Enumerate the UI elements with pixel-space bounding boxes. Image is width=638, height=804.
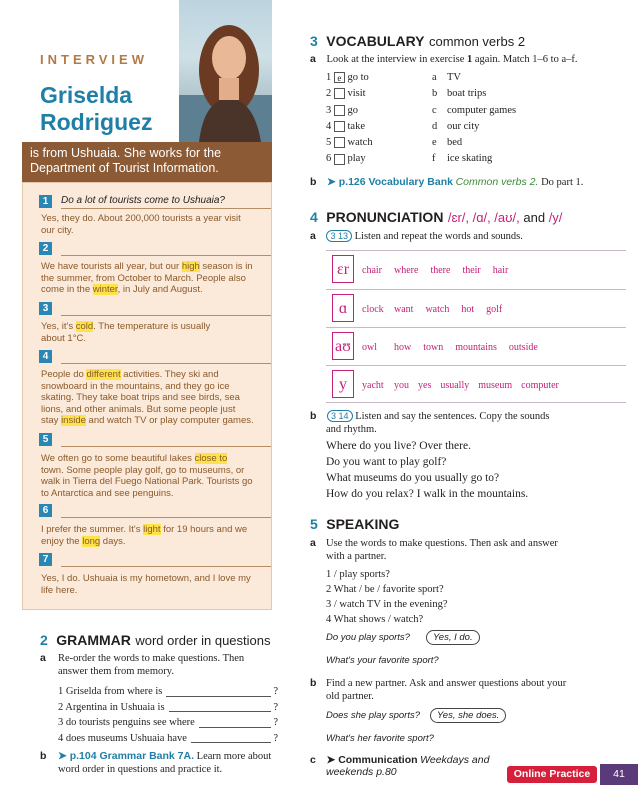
- grammar-items: 1 Griselda from where is ? 2 Argentina in Ushuaia is ? 3 do tourists penguins see where ? 4 does museums Ushuaia have ?: [58, 686, 278, 744]
- vocab-right-list: a TV b boat trips c computer games d our city e bed f ice skating: [432, 72, 517, 165]
- audio-track-button[interactable]: 3 13: [326, 230, 352, 242]
- audio-track-button[interactable]: 3 14: [327, 410, 353, 422]
- question-number: 2: [39, 242, 52, 255]
- interview-label: INTERVIEW: [40, 52, 148, 67]
- interview-header: [22, 0, 272, 142]
- sentence: What museums do you usually go to?: [326, 472, 500, 484]
- question-text: Do a lot of tourists come to Ushuaia?: [61, 195, 225, 206]
- answer-4: People do different activities. They ski and snowboard in the mountains, and they go ice skating. They take boat trips and see birds, sea lions, and other animals. But some people just stay inside and watch TV or play computer games.: [41, 369, 254, 426]
- question-line: [61, 255, 271, 256]
- answer-3: Yes, it's cold. The temperature is usually about 1°C.: [41, 321, 211, 344]
- question-number: 6: [39, 504, 52, 517]
- answer-6: I prefer the summer. It's light for 19 hours and we enjoy the long days.: [41, 524, 248, 547]
- question-number: 7: [39, 553, 52, 566]
- question-line: [61, 517, 271, 518]
- speaking-a: a Use the words to make questions. Then ask and answer with a partner.: [310, 537, 558, 562]
- speech-bubble: Do you play sports?: [326, 632, 410, 643]
- question-line: [61, 315, 271, 316]
- vocabulary-heading: 3 VOCABULARY common verbs 2: [310, 33, 526, 49]
- grammar-b: b ➤ p.104 Grammar Bank 7A. Learn more about word order in questions and practice it.: [40, 750, 272, 775]
- communication-link[interactable]: ➤ Communication: [326, 754, 418, 766]
- grammar-bank-link[interactable]: ➤ p.104 Grammar Bank 7A.: [58, 750, 195, 762]
- answer-box[interactable]: [334, 121, 345, 132]
- interview-qa: [22, 182, 272, 610]
- speaking-c: c ➤ Communication Weekdays and weekends p.80: [310, 754, 490, 778]
- question-line: [61, 446, 271, 447]
- sound-row: [326, 250, 626, 288]
- sound-row: [326, 327, 626, 365]
- interview-intro: is from Ushuaia. She works for the Department of Tourist Information.: [22, 142, 272, 182]
- question-number: 5: [39, 433, 52, 446]
- pronunciation-b: b 3 14 Listen and say the sentences. Copy the sounds and rhythm.: [310, 410, 550, 435]
- pronunciation-a: a 3 13 Listen and repeat the words and sounds.: [310, 230, 523, 242]
- vocabulary-b: b ➤ p.126 Vocabulary Bank Common verbs 2. Do part 1.: [310, 176, 584, 188]
- key-word: owl: [362, 342, 377, 353]
- question-number: 3: [39, 302, 52, 315]
- question-number: 4: [39, 350, 52, 363]
- vocabulary-bank-link[interactable]: ➤ p.126 Vocabulary Bank: [327, 176, 453, 188]
- name-first: Griselda: [40, 82, 133, 108]
- sound-symbol: ɛr: [332, 255, 354, 283]
- speech-bubble: Yes, she does.: [430, 708, 506, 723]
- speech-bubble: Does she play sports?: [326, 710, 420, 721]
- vocab-left-list: 1 e go to 2 visit 3 go 4 take 5 watch 6 play: [326, 72, 373, 165]
- answer-1: Yes, they do. About 200,000 tourists a year visit our city.: [41, 213, 241, 236]
- key-word: chair: [362, 265, 382, 276]
- speech-bubble: What's your favorite sport?: [326, 655, 439, 666]
- grammar-a: a Re-order the words to make questions. Then answer them from memory.: [40, 652, 245, 677]
- key-word: yacht: [362, 380, 384, 391]
- answer-7: Yes, I do. Ushuaia is my hometown, and I love my life here.: [41, 573, 251, 596]
- sound-row: [326, 365, 626, 403]
- speech-bubble: What's her favorite sport?: [326, 733, 434, 744]
- sentence: Where do you live? Over there.: [326, 440, 471, 452]
- question-line: [61, 566, 271, 567]
- answer-box[interactable]: [334, 137, 345, 148]
- sound-symbol: ɑ: [332, 294, 354, 322]
- question-number: 1: [39, 195, 52, 208]
- sound-symbol: aʊ: [332, 332, 354, 360]
- name-last: Rodriguez: [40, 109, 153, 135]
- question-line: [61, 363, 271, 364]
- answer-box[interactable]: e: [334, 72, 345, 83]
- answer-5: We often go to some beautiful lakes close to town. Some people play golf, go to museums, or walk in Tierra del Fuego National Park. Tourists go to Antarctica and see penguins.: [41, 453, 253, 499]
- speaking-items: 1 / play sports? 2 What / be / favorite sport? 3 / watch TV in the evening? 4 What shows / watch?: [326, 569, 448, 625]
- portrait-photo: [179, 0, 272, 142]
- answer-box[interactable]: [334, 154, 345, 165]
- sound-symbol: y: [332, 370, 354, 398]
- interviewee-name: [40, 82, 152, 136]
- example-words: where there their hair: [394, 265, 509, 276]
- answer-box[interactable]: [334, 105, 345, 116]
- sound-row: [326, 289, 626, 327]
- sentence: Do you want to play golf?: [326, 456, 447, 468]
- grammar-heading: 2 GRAMMAR word order in questions: [40, 632, 271, 648]
- interview-panel: [22, 0, 272, 610]
- pronunciation-heading: 4 PRONUNCIATION /ɛr/, /ɑ/, /aʊ/, and /y/: [310, 209, 563, 225]
- page-number: 41: [600, 764, 638, 785]
- answer-2: We have tourists all year, but our high season is in the summer, from October to March. People also come in the winter, in July and August.: [41, 261, 253, 295]
- portrait-illustration: [179, 0, 272, 142]
- example-words: you yes usually museum computer: [394, 380, 559, 391]
- example-words: want watch hot golf: [394, 304, 503, 315]
- example-words: how town mountains outside: [394, 342, 538, 353]
- online-practice-button[interactable]: Online Practice: [507, 766, 597, 783]
- speaking-heading: 5 SPEAKING: [310, 516, 400, 532]
- sentence: How do you relax? I walk in the mountains.: [326, 488, 529, 500]
- question-line: [61, 208, 271, 209]
- speech-bubble: Yes, I do.: [426, 630, 480, 645]
- key-word: clock: [362, 304, 384, 315]
- speaking-b: b Find a new partner. Ask and answer questions about your old partner.: [310, 677, 567, 702]
- vocabulary-a: a Look at the interview in exercise 1 again. Match 1–6 to a–f.: [310, 53, 578, 65]
- answer-box[interactable]: [334, 88, 345, 99]
